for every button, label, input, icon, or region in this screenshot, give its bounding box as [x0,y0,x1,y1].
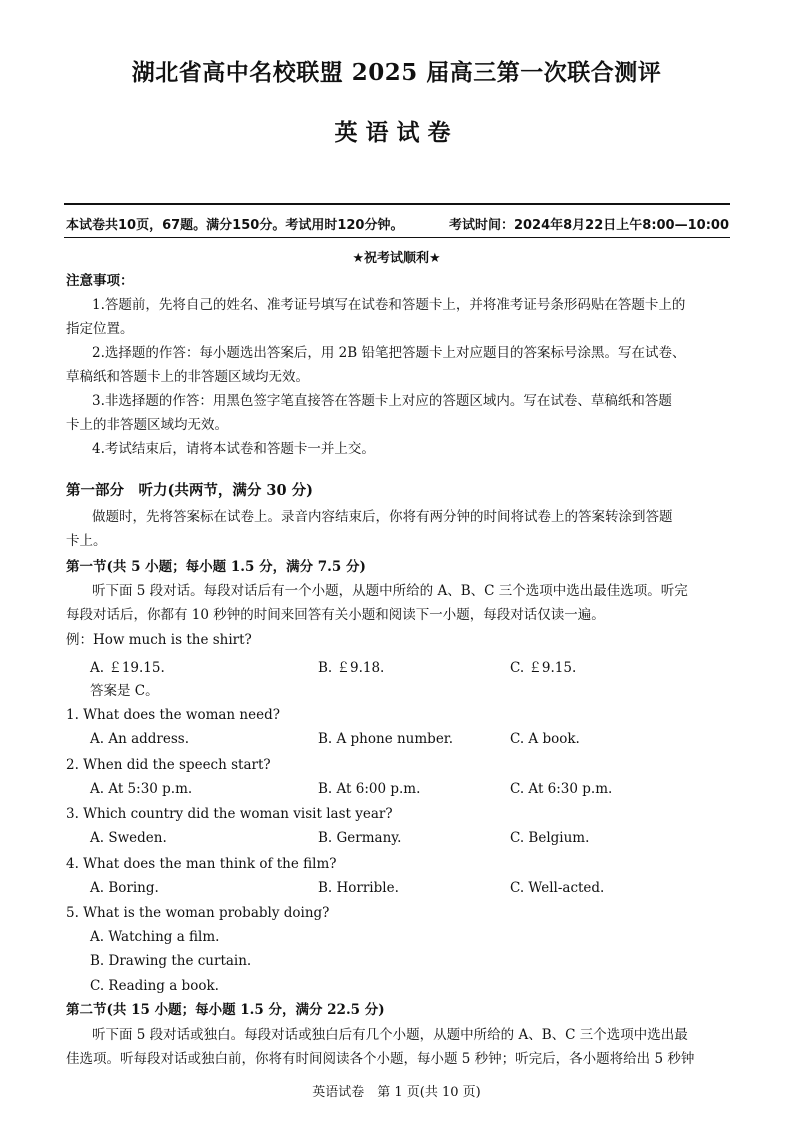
question-4-option-a: A. Boring. [90,880,159,896]
question-5-option-c: C. Reading a book. [90,978,219,994]
question-1-option-c: C. A book. [510,731,580,747]
blessing-text: ★祝考试顺利★ [352,251,441,266]
question-5: 5. What is the woman probably doing? [66,905,330,921]
note-item-1-line-2: 指定位置。 [66,321,134,337]
section2-intro-line-1: 听下面 5 段对话或独白。每段对话或独白后有几个小题，从题中所给的 A、B、C 三个选项中选出最 [92,1027,688,1043]
question-3-option-c: C. Belgium. [510,830,590,846]
question-2-option-b: B. At 6:00 p.m. [318,781,421,797]
question-3-option-b: B. Germany. [318,830,402,846]
example-question: 例：How much is the shirt? [66,632,252,648]
note-item-3-line-2: 卡上的非答题区域均无效。 [66,417,228,433]
example-option-c: C. ￡9.15. [510,660,577,676]
header-rule-top [64,203,730,205]
section1-intro-line-1: 听下面 5 段对话。每段对话后有一个小题，从题中所给的 A、B、C 三个选项中选出最佳选项。听完 [92,583,688,599]
note-item-3-line-1: 3.非选择题的作答：用黑色签字笔直接答在答题卡上对应的答题区域内。写在试卷、草稿纸和答题 [92,393,672,409]
section2-intro-line-2: 佳选项。听每段对话或独白前，你将有时间阅读各个小题，每小题 5 秒钟；听完后，各小题将给出 5 秒钟 [66,1051,695,1067]
question-5-option-a: A. Watching a film. [90,929,220,945]
question-5-option-b: B. Drawing the curtain. [90,953,252,969]
example-option-b: B. ￡9.18. [318,660,385,676]
note-item-2-line-1: 2.选择题的作答：每小题选出答案后，用 2B 铅笔把答题卡上对应题目的答案标号涂黑。写在试卷、 [92,345,686,361]
page-footer: 英语试卷 第 1 页(共 10 页) [312,1085,481,1100]
question-4: 4. What does the man think of the film? [66,856,337,872]
question-3-option-a: A. Sweden. [90,830,167,846]
question-1-option-b: B. A phone number. [318,731,454,747]
exam-subtitle: 英语试卷 [334,119,459,146]
part1-heading: 第一部分 听力(共两节，满分 30 分) [66,482,313,499]
question-2-option-c: C. At 6:30 p.m. [510,781,613,797]
note-item-1-line-1: 1.答题前，先将自己的姓名、准考证号填写在试卷和答题卡上，并将准考证号条形码贴在答题卡上的 [92,297,686,313]
example-option-a: A. ￡19.15. [90,660,165,676]
note-item-2-line-2: 草稿纸和答题卡上的非答题区域均无效。 [66,369,309,385]
section1-intro-line-2: 每段对话后，你都有 10 秒钟的时间来回答有关小题和阅读下一小题，每段对话仅读一遍。 [66,607,605,623]
exam-info-left: 本试卷共10页，67题。满分150分。考试用时120分钟。 [66,218,404,233]
exam-title: 湖北省高中名校联盟 2025 届高三第一次联合测评 [131,59,662,86]
question-4-option-b: B. Horrible. [318,880,399,896]
question-3: 3. Which country did the woman visit last year? [66,806,393,822]
question-1-option-a: A. An address. [90,731,189,747]
header-rule-bottom [64,237,730,238]
part1-intro-line-2: 卡上。 [66,533,107,549]
question-2: 2. When did the speech start? [66,757,271,773]
part1-intro-line-1: 做题时，先将答案标在试卷上。录音内容结束后，你将有两分钟的时间将试卷上的答案转涂到答题 [92,509,673,525]
example-answer: 答案是 C。 [90,683,159,699]
section2-heading: 第二节(共 15 小题；每小题 1.5 分，满分 22.5 分) [66,1002,385,1018]
note-item-4: 4.考试结束后，请将本试卷和答题卡一并上交。 [92,441,375,457]
exam-info-right: 考试时间：2024年8月22日上午8:00—10:00 [448,218,729,233]
notes-heading: 注意事项： [66,273,134,289]
question-4-option-c: C. Well-acted. [510,880,605,896]
question-2-option-a: A. At 5:30 p.m. [90,781,193,797]
question-1: 1. What does the woman need? [66,707,280,723]
section1-heading: 第一节(共 5 小题；每小题 1.5 分，满分 7.5 分) [66,559,366,575]
